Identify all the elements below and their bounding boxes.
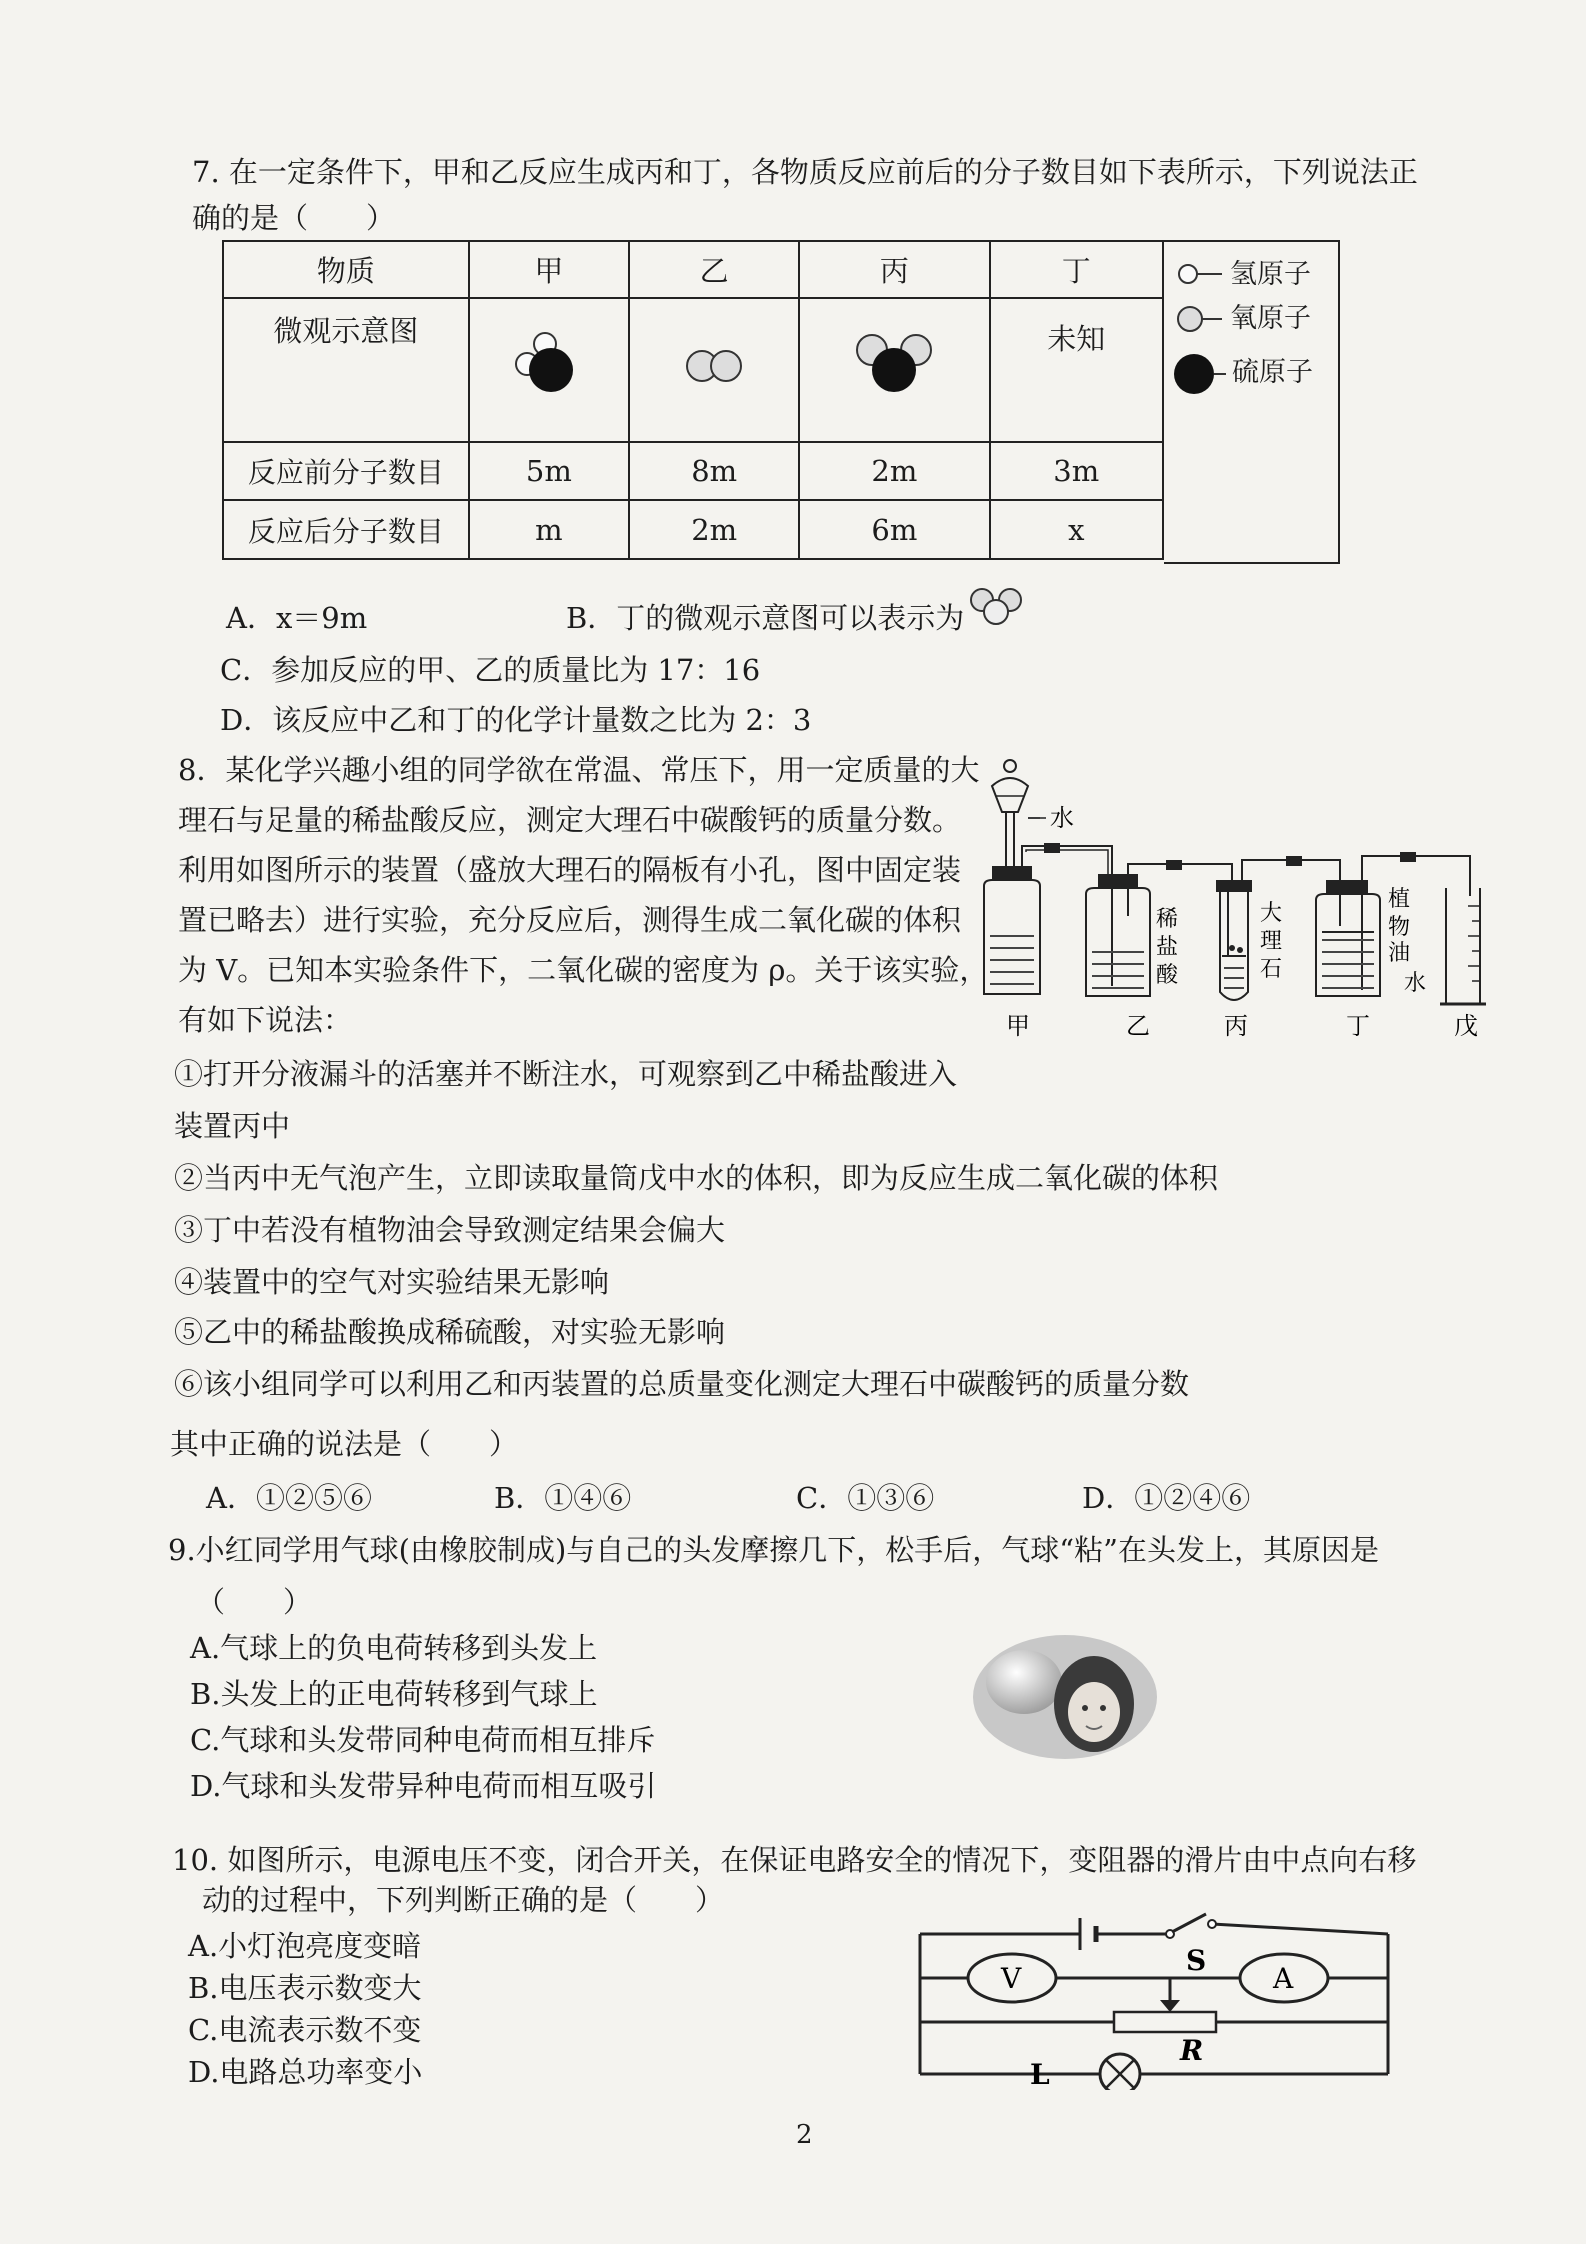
row-after-yi: 2m [629, 500, 799, 559]
q10-option-a: A.小灯泡亮度变暗 [188, 1929, 422, 1963]
label-bing: 丙 [1224, 1012, 1248, 1040]
battery-icon [1080, 1918, 1096, 1950]
q8-apparatus-diagram [970, 756, 1490, 1046]
row-after-label: 反应后分子数目 [223, 500, 469, 559]
q8-option-b: B．①④⑥ [494, 1481, 632, 1515]
table-header-bing: 丙 [799, 241, 989, 298]
label-marble-3: 石 [1260, 957, 1283, 982]
molecule-jia-icon [469, 298, 629, 442]
q9-option-c: C.气球和头发带同种电荷而相互排斥 [190, 1723, 656, 1757]
label-jia: 甲 [1006, 1012, 1030, 1040]
q8-statement-1-cont: 装置丙中 [174, 1109, 291, 1143]
q10-option-b: B.电压表示数变大 [188, 1971, 422, 2005]
label-wu: 戊 [1454, 1012, 1478, 1040]
q7-option-c: C．参加反应的甲、乙的质量比为 17：16 [220, 653, 761, 687]
label-yi: 乙 [1126, 1012, 1150, 1040]
bottle-yi [1086, 874, 1150, 996]
q8-statement-4: ④装置中的空气对实验结果无影响 [174, 1265, 610, 1299]
q10-option-c: C.电流表示数不变 [188, 2013, 422, 2047]
balloon-icon [986, 1650, 1062, 1714]
q7-option-d: D．该反应中乙和丁的化学计量数之比为 2：3 [220, 703, 812, 737]
q8-stem-line5: 为 V。已知本实验条件下，二氧化碳的密度为 ρ。关于该实验， [178, 953, 989, 987]
ammeter-label: A [1273, 1962, 1294, 1995]
row-before-label: 反应前分子数目 [223, 442, 469, 501]
q9-option-b: B.头发上的正电荷转移到气球上 [190, 1677, 598, 1711]
q8-stem-line2: 理石与足量的稀盐酸反应，测定大理石中碳酸钙的质量分数。 [178, 803, 962, 837]
table-header-yi: 乙 [629, 241, 799, 298]
row-after-jia: m [469, 500, 629, 559]
voltmeter-label: V [1001, 1962, 1022, 1995]
switch-label: S [1186, 1944, 1207, 1977]
row-before-bing: 2m [799, 442, 989, 501]
q7-stem-line1: 7. 在一定条件下，甲和乙反应生成丙和丁，各物质反应前后的分子数目如下表所示，下列说法正 [192, 155, 1418, 189]
balloon-girl-photo [972, 1634, 1158, 1760]
label-marble-2: 理 [1260, 929, 1283, 954]
legend-hydrogen: 氢原子 [1230, 259, 1311, 290]
label-oil-water: 水 [1404, 971, 1427, 996]
molecule-bing-icon [799, 298, 989, 442]
q8-statement-2: ②当丙中无气泡产生，立即读取量筒戊中水的体积，即为反应生成二氧化碳的体积 [174, 1161, 1219, 1195]
switch-icon [1166, 1914, 1216, 1938]
q9-option-d: D.气球和头发带异种电荷而相互吸引 [190, 1769, 657, 1803]
q8-stem-line4: 置已略去）进行实验，充分反应后，测得生成二氧化碳的体积 [178, 903, 962, 937]
molecule-ding-unknown: 未知 [990, 298, 1164, 442]
q8-statement-3: ③丁中若没有植物油会导致测定结果会偏大 [174, 1213, 726, 1247]
q9-stem-line1: 9.小红同学用气球(由橡胶制成)与自己的头发摩擦几下，松手后，气球“粘”在头发上，其原因是 [168, 1533, 1379, 1567]
q10-stem-line2: 动的过程中，下列判断正确的是（ ） [202, 1883, 725, 1917]
q8-option-d: D．①②④⑥ [1082, 1481, 1251, 1515]
row-before-yi: 8m [629, 442, 799, 501]
q8-statement-1: ①打开分液漏斗的活塞并不断注水，可观察到乙中稀盐酸进入 [174, 1057, 958, 1091]
page-number: 2 [796, 2120, 813, 2150]
hydrogen-atom-icon [1176, 262, 1226, 286]
row-before-ding: 3m [990, 442, 1164, 501]
q8-option-c: C．①③⑥ [796, 1481, 935, 1515]
q8-stem-line3: 利用如图所示的装置（盛放大理石的隔板有小孔，图中固定装 [178, 853, 962, 887]
label-ding: 丁 [1346, 1012, 1370, 1040]
lamp-label: L [1030, 2058, 1050, 2090]
table-micro-label: 微观示意图 [223, 298, 469, 442]
face [1068, 1682, 1120, 1742]
q7-option-a: A．x＝9m [226, 601, 368, 635]
row-before-jia: 5m [469, 442, 629, 501]
test-tube-bing [1216, 880, 1252, 1000]
label-oil-3: 油 [1388, 941, 1411, 966]
row-after-bing: 6m [799, 500, 989, 559]
lamp-icon [1100, 2054, 1140, 2090]
q8-option-a: A．①②⑤⑥ [206, 1481, 372, 1515]
bottle-ding [1316, 880, 1380, 996]
sulfur-atom-icon [1172, 352, 1228, 396]
label-acid-3: 酸 [1156, 963, 1179, 988]
label-marble-1: 大 [1260, 901, 1283, 926]
molecule-yi-icon [629, 298, 799, 442]
q7-option-b: B．丁的微观示意图可以表示为 [566, 601, 965, 635]
q8-statement-5: ⑤乙中的稀盐酸换成稀硫酸，对实验无影响 [174, 1315, 726, 1349]
label-water: 水 [1050, 804, 1074, 832]
label-oil-2: 物 [1388, 915, 1411, 940]
oxygen-atom-icon [1176, 304, 1226, 334]
rheostat-label: R [1180, 2034, 1204, 2067]
q8-stem-line1: 8．某化学兴趣小组的同学欲在常温、常压下，用一定质量的大 [178, 753, 980, 787]
q9-option-a: A.气球上的负电荷转移到头发上 [190, 1631, 598, 1665]
table-header-ding: 丁 [990, 241, 1164, 298]
q9-stem-line2: （ ） [196, 1585, 313, 1619]
molecule-option-b-icon [966, 584, 1026, 628]
table-header-jia: 甲 [469, 241, 629, 298]
table-header-substance: 物质 [223, 241, 469, 298]
bottle-jia [984, 854, 1040, 994]
q8-stem-line6: 有如下说法： [178, 1003, 353, 1037]
slider-arrow-icon [1160, 2000, 1180, 2012]
q7-table [222, 240, 1164, 560]
q8-ask: 其中正确的说法是（ ） [170, 1427, 519, 1461]
label-acid-1: 稀 [1156, 907, 1179, 932]
label-acid-2: 盐 [1156, 935, 1179, 960]
legend-sulfur: 硫原子 [1232, 357, 1313, 388]
q8-statement-6: ⑥该小组同学可以利用乙和丙装置的总质量变化测定大理石中碳酸钙的质量分数 [174, 1367, 1190, 1401]
graduated-cylinder-wu [1440, 888, 1486, 1004]
q10-stem-line1: 10. 如图所示，电源电压不变，闭合开关，在保证电路安全的情况下，变阻器的滑片由中点向右移 [172, 1843, 1417, 1877]
q7-stem-line2: 确的是（ ） [192, 201, 396, 235]
q10-option-d: D.电路总功率变小 [188, 2055, 423, 2089]
row-after-ding: x [990, 500, 1164, 559]
q10-circuit-diagram [910, 1900, 1400, 2090]
legend-oxygen: 氧原子 [1230, 303, 1311, 334]
label-oil-1: 植 [1388, 887, 1411, 912]
